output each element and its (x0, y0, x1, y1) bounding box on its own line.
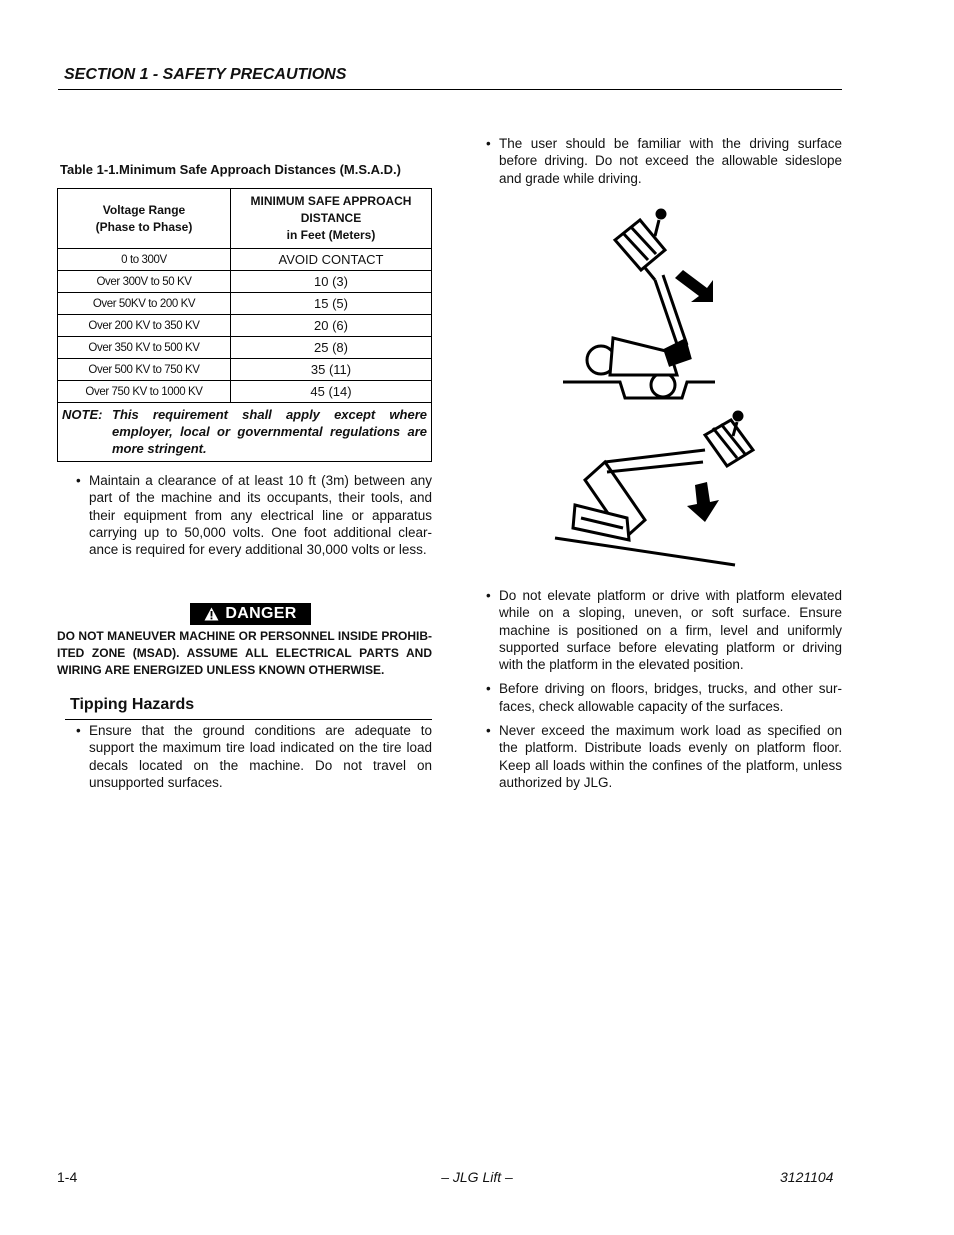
list-item: • Maintain a clearance of at least 10 ft (3m) between any part of the machine and its occupants, their tools, and their equipment from any electrical line or apparatus carrying up to 50,000 volts. One foot additional clear-ance is required for every additional 30,000 volts or less. (76, 472, 432, 558)
distance-cell: 15 (5) (231, 293, 432, 315)
tipping-illustration (545, 200, 775, 570)
list-item: • Ensure that the ground conditions are adequate to support the maximum tire load indicated on the tire load decals located on the machine. Do not travel on unsupported surfaces. (76, 722, 432, 791)
table-row (58, 337, 432, 359)
distance-cell: 45 (14) (231, 381, 432, 403)
msad-table (57, 188, 432, 462)
voltage-cell: Over 750 KV to 1000 KV (58, 381, 231, 403)
note-text: This requirement shall apply except where employer, local or governmental regulations are more stringent. (112, 407, 427, 456)
msad-header-line3: in Feet (Meters) (286, 228, 376, 242)
table-note (58, 403, 432, 462)
table-header-row (58, 189, 432, 249)
voltage-cell: Over 50KV to 200 KV (58, 293, 231, 315)
distance-cell: 25 (8) (231, 337, 432, 359)
table-row (58, 293, 432, 315)
msad-header (231, 189, 432, 249)
table-row (58, 359, 432, 381)
tipping-arrow-lower (687, 482, 719, 522)
platform-bullets (486, 587, 842, 798)
msad-header-line1: MINIMUM SAFE APPROACH (250, 194, 412, 208)
table-caption: Table 1-1.Minimum Safe Approach Distances (M.S.A.D.) (60, 162, 401, 177)
table-row (58, 381, 432, 403)
driving-surface-bullets (486, 135, 842, 194)
table-note-row (58, 403, 432, 462)
voltage-range-header-line2: (Phase to Phase) (95, 219, 193, 234)
voltage-cell: Over 500 KV to 750 KV (58, 359, 231, 381)
clearance-bullets (76, 472, 432, 565)
lower-machine-drawing (555, 412, 753, 565)
note-label: NOTE: (62, 407, 103, 422)
tipping-arrow-upper (675, 270, 713, 302)
voltage-cell: 0 to 300V (58, 249, 231, 271)
list-item: • The user should be familiar with the driving surface before driving. Do not exceed the allowable sideslope and grade while driving. (486, 135, 842, 187)
voltage-cell: Over 300V to 50 KV (58, 271, 231, 293)
tipping-hazards-heading: Tipping Hazards (70, 696, 195, 713)
distance-cell: AVOID CONTACT (231, 249, 432, 271)
danger-badge (190, 603, 311, 625)
list-item: • Never exceed the maximum work load as specified on the platform. Distribute loads evenly on platform floor. Keep all loads within the confines of the platform, unless authorized by JLG. (486, 722, 842, 791)
table-row (58, 271, 432, 293)
tipping-heading-rule (65, 719, 432, 720)
footer-title: – JLG Lift – (441, 1169, 513, 1185)
upper-machine-drawing (563, 210, 715, 398)
voltage-range-header-line1: Voltage Range (102, 202, 186, 217)
list-item: • Before driving on floors, bridges, trucks, and other sur-faces, check allowable capacity of the surfaces. (486, 680, 842, 715)
danger-text: DO NOT MANEUVER MACHINE OR PERSONNEL INSIDE PROHIB-ITED ZONE (MSAD). ASSUME ALL ELECTRICAL PARTS AND WIRING ARE ENERGIZED UNLESS KNOWN OTHERWISE. (57, 629, 432, 677)
distance-cell: 35 (11) (231, 359, 432, 381)
msad-header-line2: DISTANCE (300, 211, 362, 225)
header-rule (58, 89, 842, 90)
voltage-cell: Over 350 KV to 500 KV (58, 337, 231, 359)
voltage-range-header (58, 189, 231, 249)
list-item: • Do not elevate platform or drive with platform elevated while on a sloping, uneven, or soft surface. Ensure machine is positioned on a firm, level and uniformly supported surface before elevating platform or driving with the platform in the elevated position. (486, 587, 842, 673)
danger-label: DANGER (225, 605, 297, 622)
section-header: SECTION 1 - SAFETY PRECAUTIONS (64, 66, 347, 83)
voltage-cell: Over 200 KV to 350 KV (58, 315, 231, 337)
footer-page-number: 1-4 (57, 1169, 78, 1185)
table-row (58, 249, 432, 271)
warning-triangle-icon (204, 607, 219, 621)
table-row (58, 315, 432, 337)
distance-cell: 20 (6) (231, 315, 432, 337)
footer-doc-number: 3121104 (780, 1169, 834, 1185)
distance-cell: 10 (3) (231, 271, 432, 293)
tipping-bullets (76, 722, 432, 798)
